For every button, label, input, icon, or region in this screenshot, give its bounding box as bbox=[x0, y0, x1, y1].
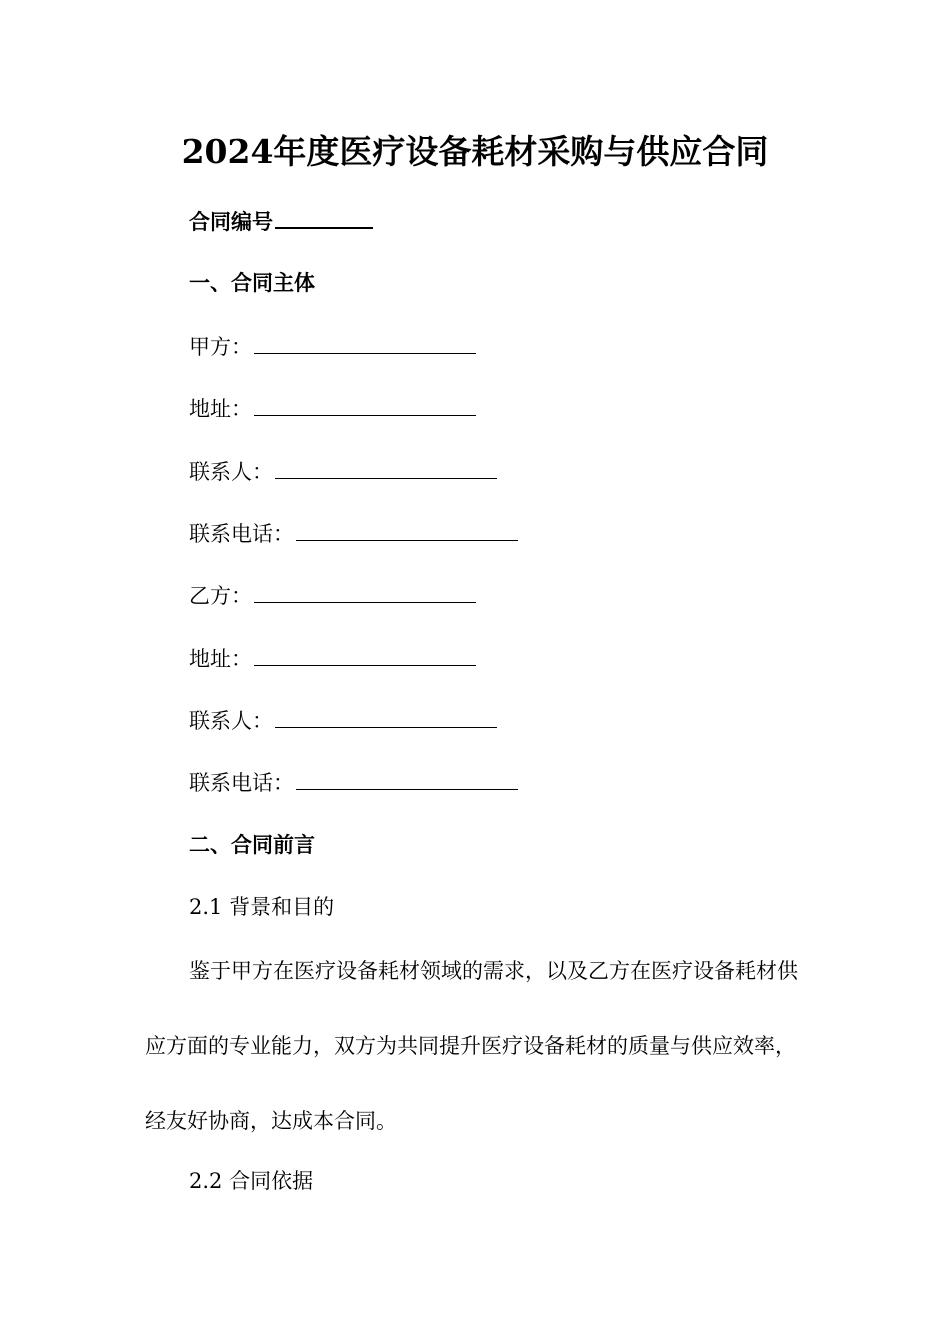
party-b-address-blank[interactable] bbox=[254, 643, 476, 666]
party-a-address-blank[interactable] bbox=[254, 393, 476, 416]
party-a-blank[interactable] bbox=[254, 331, 476, 354]
party-b-address-row bbox=[189, 643, 476, 674]
party-b-contact-label: 联系人： bbox=[189, 709, 273, 733]
party-b-phone-row bbox=[189, 767, 518, 798]
party-a-phone-blank[interactable] bbox=[296, 518, 518, 541]
party-b-row bbox=[189, 580, 476, 611]
subsection-2-2-heading: 2.2 合同依据 bbox=[189, 1169, 314, 1193]
section-2-heading: 二、合同前言 bbox=[189, 833, 315, 857]
party-b-blank[interactable] bbox=[254, 580, 476, 603]
party-a-phone-row bbox=[189, 518, 518, 549]
document-title: 2024年度医疗设备耗材采购与供应合同 bbox=[181, 132, 769, 171]
background-paragraph: 鉴于甲方在医疗设备耗材领域的需求，以及乙方在医疗设备耗材供应方面的专业能力，双方为共同提升医疗设备耗材的质量与供应效率，经友好协商，达成本合同。 bbox=[145, 959, 798, 1133]
party-a-contact-label: 联系人： bbox=[189, 460, 273, 484]
contract-number-row bbox=[189, 205, 373, 237]
party-b-phone-label: 联系电话： bbox=[189, 771, 294, 795]
party-a-address-label: 地址： bbox=[189, 397, 252, 421]
party-a-label: 甲方： bbox=[189, 335, 252, 359]
party-a-address-row bbox=[189, 393, 476, 424]
contract-number-label: 合同编号 bbox=[189, 210, 273, 234]
party-b-phone-blank[interactable] bbox=[296, 767, 518, 790]
contract-number-blank[interactable] bbox=[275, 205, 373, 229]
party-a-contact-blank[interactable] bbox=[275, 456, 497, 479]
section-1-heading: 一、合同主体 bbox=[189, 271, 315, 295]
party-b-label: 乙方： bbox=[189, 584, 252, 608]
subsection-2-1-heading: 2.1 背景和目的 bbox=[189, 895, 335, 919]
party-a-phone-label: 联系电话： bbox=[189, 522, 294, 546]
party-b-contact-blank[interactable] bbox=[275, 705, 497, 728]
party-b-contact-row bbox=[189, 705, 497, 736]
party-a-contact-row bbox=[189, 456, 497, 487]
party-a-row bbox=[189, 331, 476, 362]
party-b-address-label: 地址： bbox=[189, 647, 252, 671]
